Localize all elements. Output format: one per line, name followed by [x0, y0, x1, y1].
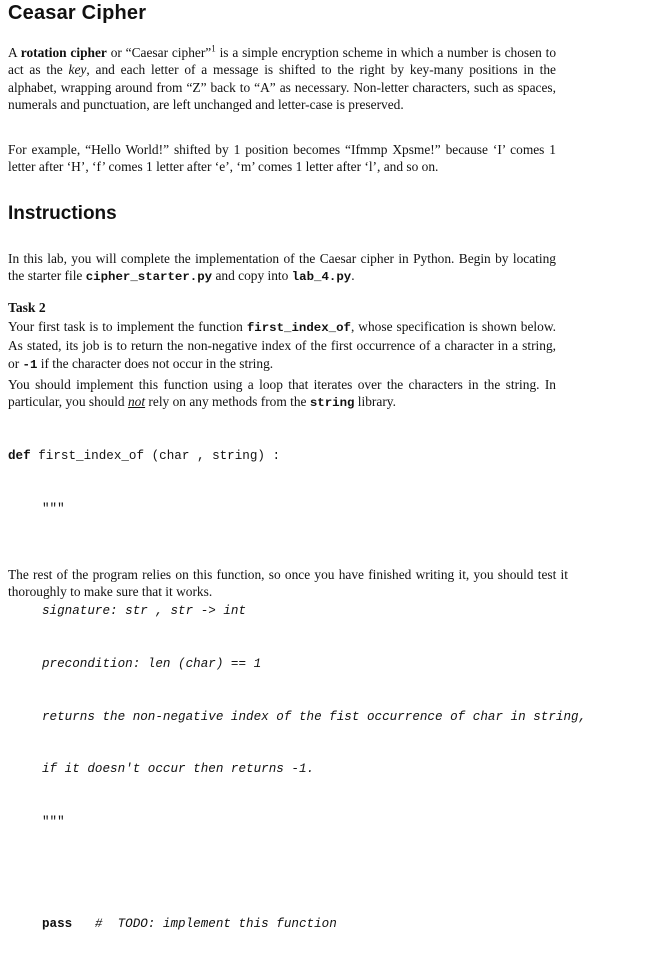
loop-note-paragraph — [8, 376, 556, 413]
starter-file-name: cipher_starter.py — [85, 270, 213, 285]
footnote-marker: 1 — [211, 43, 216, 54]
example-paragraph: For example, “Hello World!” shifted by 1 position becomes “Ifmmp Xpsme!” because ‘I’ comes 1 letter after ‘H’, ‘f’ comes 1 letter after ‘e’, ‘m’ comes 1 letter after ‘l’, and so on. — [8, 142, 556, 175]
string-library-name: string — [309, 396, 355, 411]
code-def-line — [8, 448, 586, 466]
intro-paragraph — [8, 44, 556, 114]
function-name: first_index_of — [246, 321, 351, 335]
target-file-name: lab_4.py — [291, 270, 352, 285]
code-todo-comment: # TODO: implement this function — [72, 917, 337, 932]
code-doc-returns: returns the non-negative index of the fist occurrence of char in string, — [42, 709, 587, 724]
instructions-heading: Instructions — [8, 203, 117, 224]
closing-paragraph: The rest of the program relies on this function, so once you have finished writing it, you should test it thoroughly to make sure that it works. — [8, 567, 568, 600]
intro-text-2: or “Caesar cipher” — [106, 45, 212, 60]
loop-note-text-3: library. — [354, 394, 396, 410]
code-pass-line — [8, 916, 586, 934]
instructions-text-2: and copy into — [212, 268, 292, 284]
intro-text-4: , and each letter of a message is shifted to the right by key-many positions in the alphabet, wrapping around from “Z” back to “A” as necessary. Non-letter characters, such as spaces, numerals and punctuation, are left unchanged and letter-case is preserved. — [8, 62, 556, 113]
loop-note-not-word: not — [127, 394, 146, 410]
code-doc-precondition: precondition: len (char) == 1 — [42, 656, 262, 671]
code-pass-keyword: pass — [42, 917, 73, 932]
page-title: Ceasar Cipher — [8, 2, 147, 24]
code-def-keyword: def — [8, 449, 31, 464]
intro-text-1: A — [8, 45, 21, 60]
loop-note-text-2: rely on any methods from the — [145, 394, 310, 410]
task-label: Task 2 — [8, 300, 46, 315]
instructions-text-3: . — [351, 268, 355, 284]
task-text-1: Your first task is to implement the function — [8, 319, 247, 334]
code-signature: first_index_of (char , string) : — [30, 449, 281, 464]
intro-term: rotation cipher — [20, 45, 107, 60]
task-text-2: , whose specification is shown below. As stated, its job is to return the non-negative index of the first occurrence of a character in a string, or — [8, 319, 556, 371]
code-doc-returns-cont: if it doesn't occur then returns -1. — [42, 762, 315, 777]
task-text-3: if the character does not occur in the string. — [37, 355, 274, 371]
code-doc-signature: signature: str , str -> int — [42, 603, 247, 618]
negative-one-value: -1 — [22, 357, 38, 372]
loop-note-text-1: You should implement this function using a loop that iterates over the characters in the string. In particular, you should — [8, 377, 556, 410]
code-docstring-open: """ — [42, 501, 65, 516]
intro-text-3: is a simple encryption scheme in which a number is chosen to act as the — [8, 45, 557, 78]
task-paragraph — [8, 318, 556, 374]
code-listing — [8, 413, 586, 969]
instructions-paragraph — [8, 250, 556, 287]
intro-key-word: key — [68, 62, 87, 78]
instructions-text-1: In this lab, you will complete the implementation of the Caesar cipher in Python. Begin by locating the starter file — [8, 251, 556, 284]
code-docstring-close: """ — [42, 815, 65, 830]
